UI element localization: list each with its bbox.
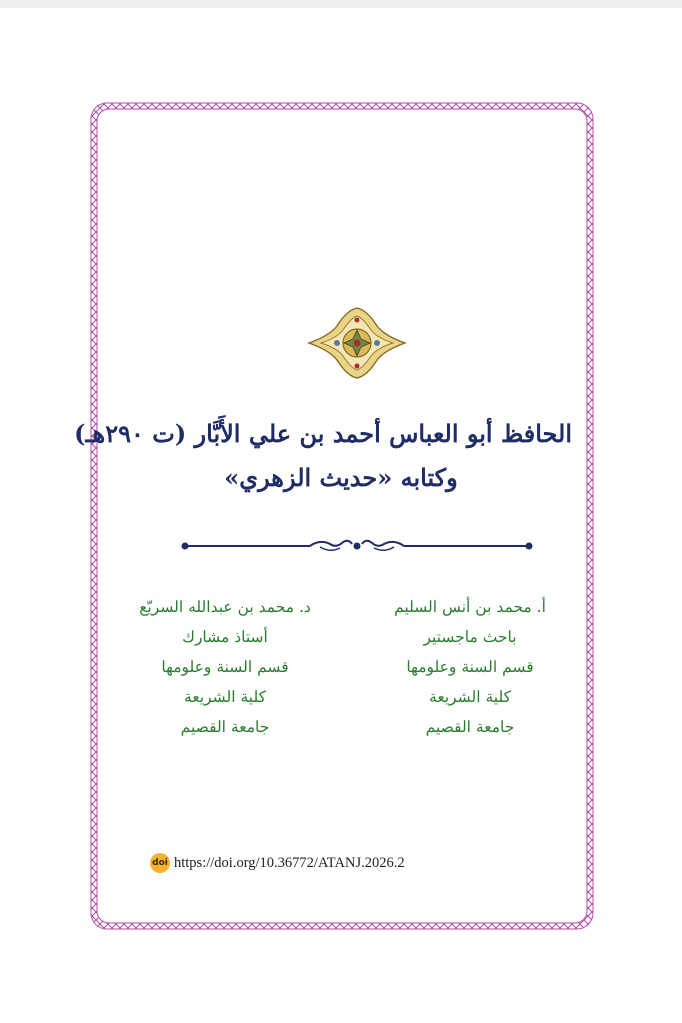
doi-logo-icon: doi [150, 853, 170, 873]
author-college: كلية الشريعة [184, 688, 266, 706]
title-line: الحافظ أبو العباس أحمد بن علي الأَبَّار (ت ٢٩٠هـ) [74, 419, 572, 448]
author-college: كلية الشريعة [429, 688, 511, 706]
author-name: أ. محمد بن أنس السليم [394, 598, 546, 616]
author-position: أستاذ مشارك [182, 628, 268, 646]
top-edge [0, 0, 682, 8]
author-university: جامعة القصيم [425, 718, 515, 736]
author-block-first [370, 592, 570, 742]
doi-link[interactable]: https://doi.org/10.36772/ATANJ.2026.2 [174, 854, 405, 871]
author-name: د. محمد بن عبدالله السريّع [139, 598, 311, 616]
author-block-second [125, 592, 325, 742]
author-position: باحث ماجستير [423, 628, 517, 646]
doi-reference[interactable] [150, 852, 405, 874]
article-title [74, 412, 572, 500]
scroll-divider-icon [180, 535, 534, 557]
decorative-border [74, 100, 596, 932]
author-university: جامعة القصيم [180, 718, 270, 736]
arabesque-medallion-icon [307, 306, 407, 380]
title-line: وكتابه «حديث الزهري» [224, 463, 458, 492]
author-department: قسم السنة وعلومها [161, 658, 289, 676]
author-department: قسم السنة وعلومها [406, 658, 534, 676]
